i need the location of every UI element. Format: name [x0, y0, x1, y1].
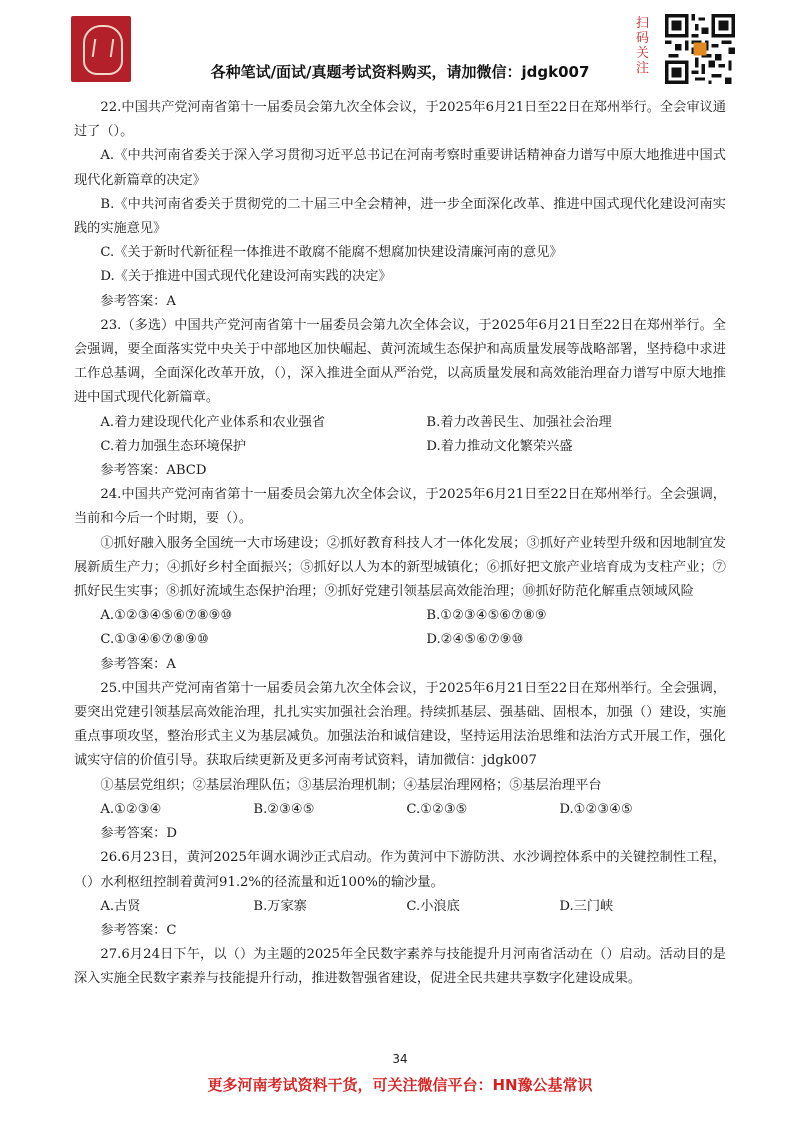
option: D.三门峡: [559, 898, 614, 914]
option-row: [74, 435, 726, 459]
option: B.着力改善民生、加强社会治理: [426, 414, 612, 430]
qr-code-icon[interactable]: [665, 14, 735, 84]
option-row: [74, 411, 726, 435]
question-stem: 25.中国共产党河南省第十一届委员会第九次全体会议，于2025年6月21日至22日在郑州举行。全会强调，要突出党建引领基层高效能治理，扎扎实实加强社会治理。持续抓基层、强基础、固根本，加强（）建设，实施重点事项攻坚，整治形式主义为基层减负。加强法治和诚信建设，坚持运用法治思维和法治方式开展工作，强化诚实守信的价值引导。获取后续更新及更多河南考试资料，请加微信：jdgk007: [74, 680, 726, 769]
option: B.万家寨: [253, 898, 307, 914]
option: C.着力加强生态环境保护: [100, 438, 247, 454]
option: B.②③④⑤: [253, 801, 315, 817]
answer: 参考答案：C: [100, 922, 177, 938]
scan-qr-label: 扫码关注: [636, 16, 650, 76]
option: D.②④⑤⑥⑦⑨⑩: [426, 632, 524, 648]
answer: 参考答案：A: [100, 656, 176, 672]
question-content: [74, 96, 726, 992]
option-row: [74, 798, 726, 822]
option: B.《中共河南省委关于贯彻党的二十届三中全会精神，进一步全面深化改革、推进中国式现代化建设河南实践的实施意见》: [74, 196, 726, 237]
option-row: [74, 628, 726, 652]
option: A.着力建设现代化产业体系和农业强省: [100, 414, 326, 430]
option: D.《关于推进中国式现代化建设河南实践的决定》: [100, 269, 392, 285]
page-header-title: 各种笔试/面试/真题考试资料购买，请加微信：jdgk007: [210, 63, 590, 81]
answer: 参考答案：A: [100, 293, 176, 309]
answer: 参考答案：D: [100, 826, 177, 842]
answer: 参考答案：ABCD: [100, 463, 207, 479]
option: D.①②③④⑤: [559, 801, 633, 817]
question-stem: 22.中国共产党河南省第十一届委员会第九次全体会议，于2025年6月21日至22日在郑州举行。全会审议通过了（）。: [74, 100, 726, 140]
page-number: 34: [392, 1052, 408, 1066]
option: A.①②③④: [100, 801, 162, 817]
question-detail: ①抓好融入服务全国统一大市场建设；②抓好教育科技人才一体化发展；③抓好产业转型升级和因地制宜发展新质生产力；④抓好乡村全面振兴；⑤抓好以人为本的新型城镇化；⑥抓好把文旅产业培育成为支柱产业；⑦抓好民生实事；⑧抓好流域生态保护治理；⑨抓好党建引领基层高效能治理；⑩抓好防范化解重点领域风险: [74, 535, 726, 600]
question-detail: ①基层党组织；②基层治理队伍；③基层治理机制；④基层治理网格；⑤基层治理平台: [100, 777, 602, 793]
option: C.①②③⑤: [406, 801, 468, 817]
question-stem: 26.6月23日，黄河2025年调水调沙正式启动。作为黄河中下游防洪、水沙调控体系中的关键控制性工程，（）水利枢纽控制着黄河91.2%的径流量和近100%的输沙量。: [74, 850, 726, 890]
option: A.①②③④⑤⑥⑦⑧⑨⑩: [100, 608, 233, 624]
option: A.《中共河南省委关于深入学习贯彻习近平总书记在河南考察时重要讲话精神奋力谱写中原大地推进中国式现代化新篇章的决定》: [74, 148, 726, 188]
option-row: [74, 604, 726, 628]
option: B.①②③④⑤⑥⑦⑧⑨: [426, 608, 547, 624]
question-stem: 24.中国共产党河南省第十一届委员会第九次全体会议，于2025年6月21日至22日在郑州举行。全会强调，当前和今后一个时期，要（）。: [74, 487, 726, 527]
footer-promo: 更多河南考试资料干货，可关注微信平台：HN豫公基常识: [207, 1076, 593, 1094]
question-stem: 23.（多选）中国共产党河南省第十一届委员会第九次全体会议，于2025年6月21日至22日在郑州举行。全会强调，要全面落实党中央关于中部地区加快崛起、黄河流域生态保护和高质量发展等战略部署，坚持稳中求进工作总基调，全面深化改革开放，（），深入推进全面从严治党，以高质量发展和高效能治理奋力谱写中原大地推进中国式现代化新篇章。: [74, 317, 726, 406]
option-row: [74, 895, 726, 919]
option: C.小浪底: [406, 898, 460, 914]
option: C.《关于新时代新征程一体推进不敢腐不能腐不想腐加快建设清廉河南的意见》: [100, 245, 563, 261]
option: C.①③④⑥⑦⑧⑨⑩: [100, 632, 209, 648]
option: A.古贤: [100, 898, 141, 914]
option: D.着力推动文化繁荣兴盛: [426, 438, 573, 454]
question-stem: 27.6月24日下午，以（）为主题的2025年全民数字素养与技能提升月河南省活动在（）启动。活动目的是深入实施全民数字素养与技能提升行动，推进数智强省建设，促进全民共建共享数字化建设成果。: [74, 947, 726, 987]
